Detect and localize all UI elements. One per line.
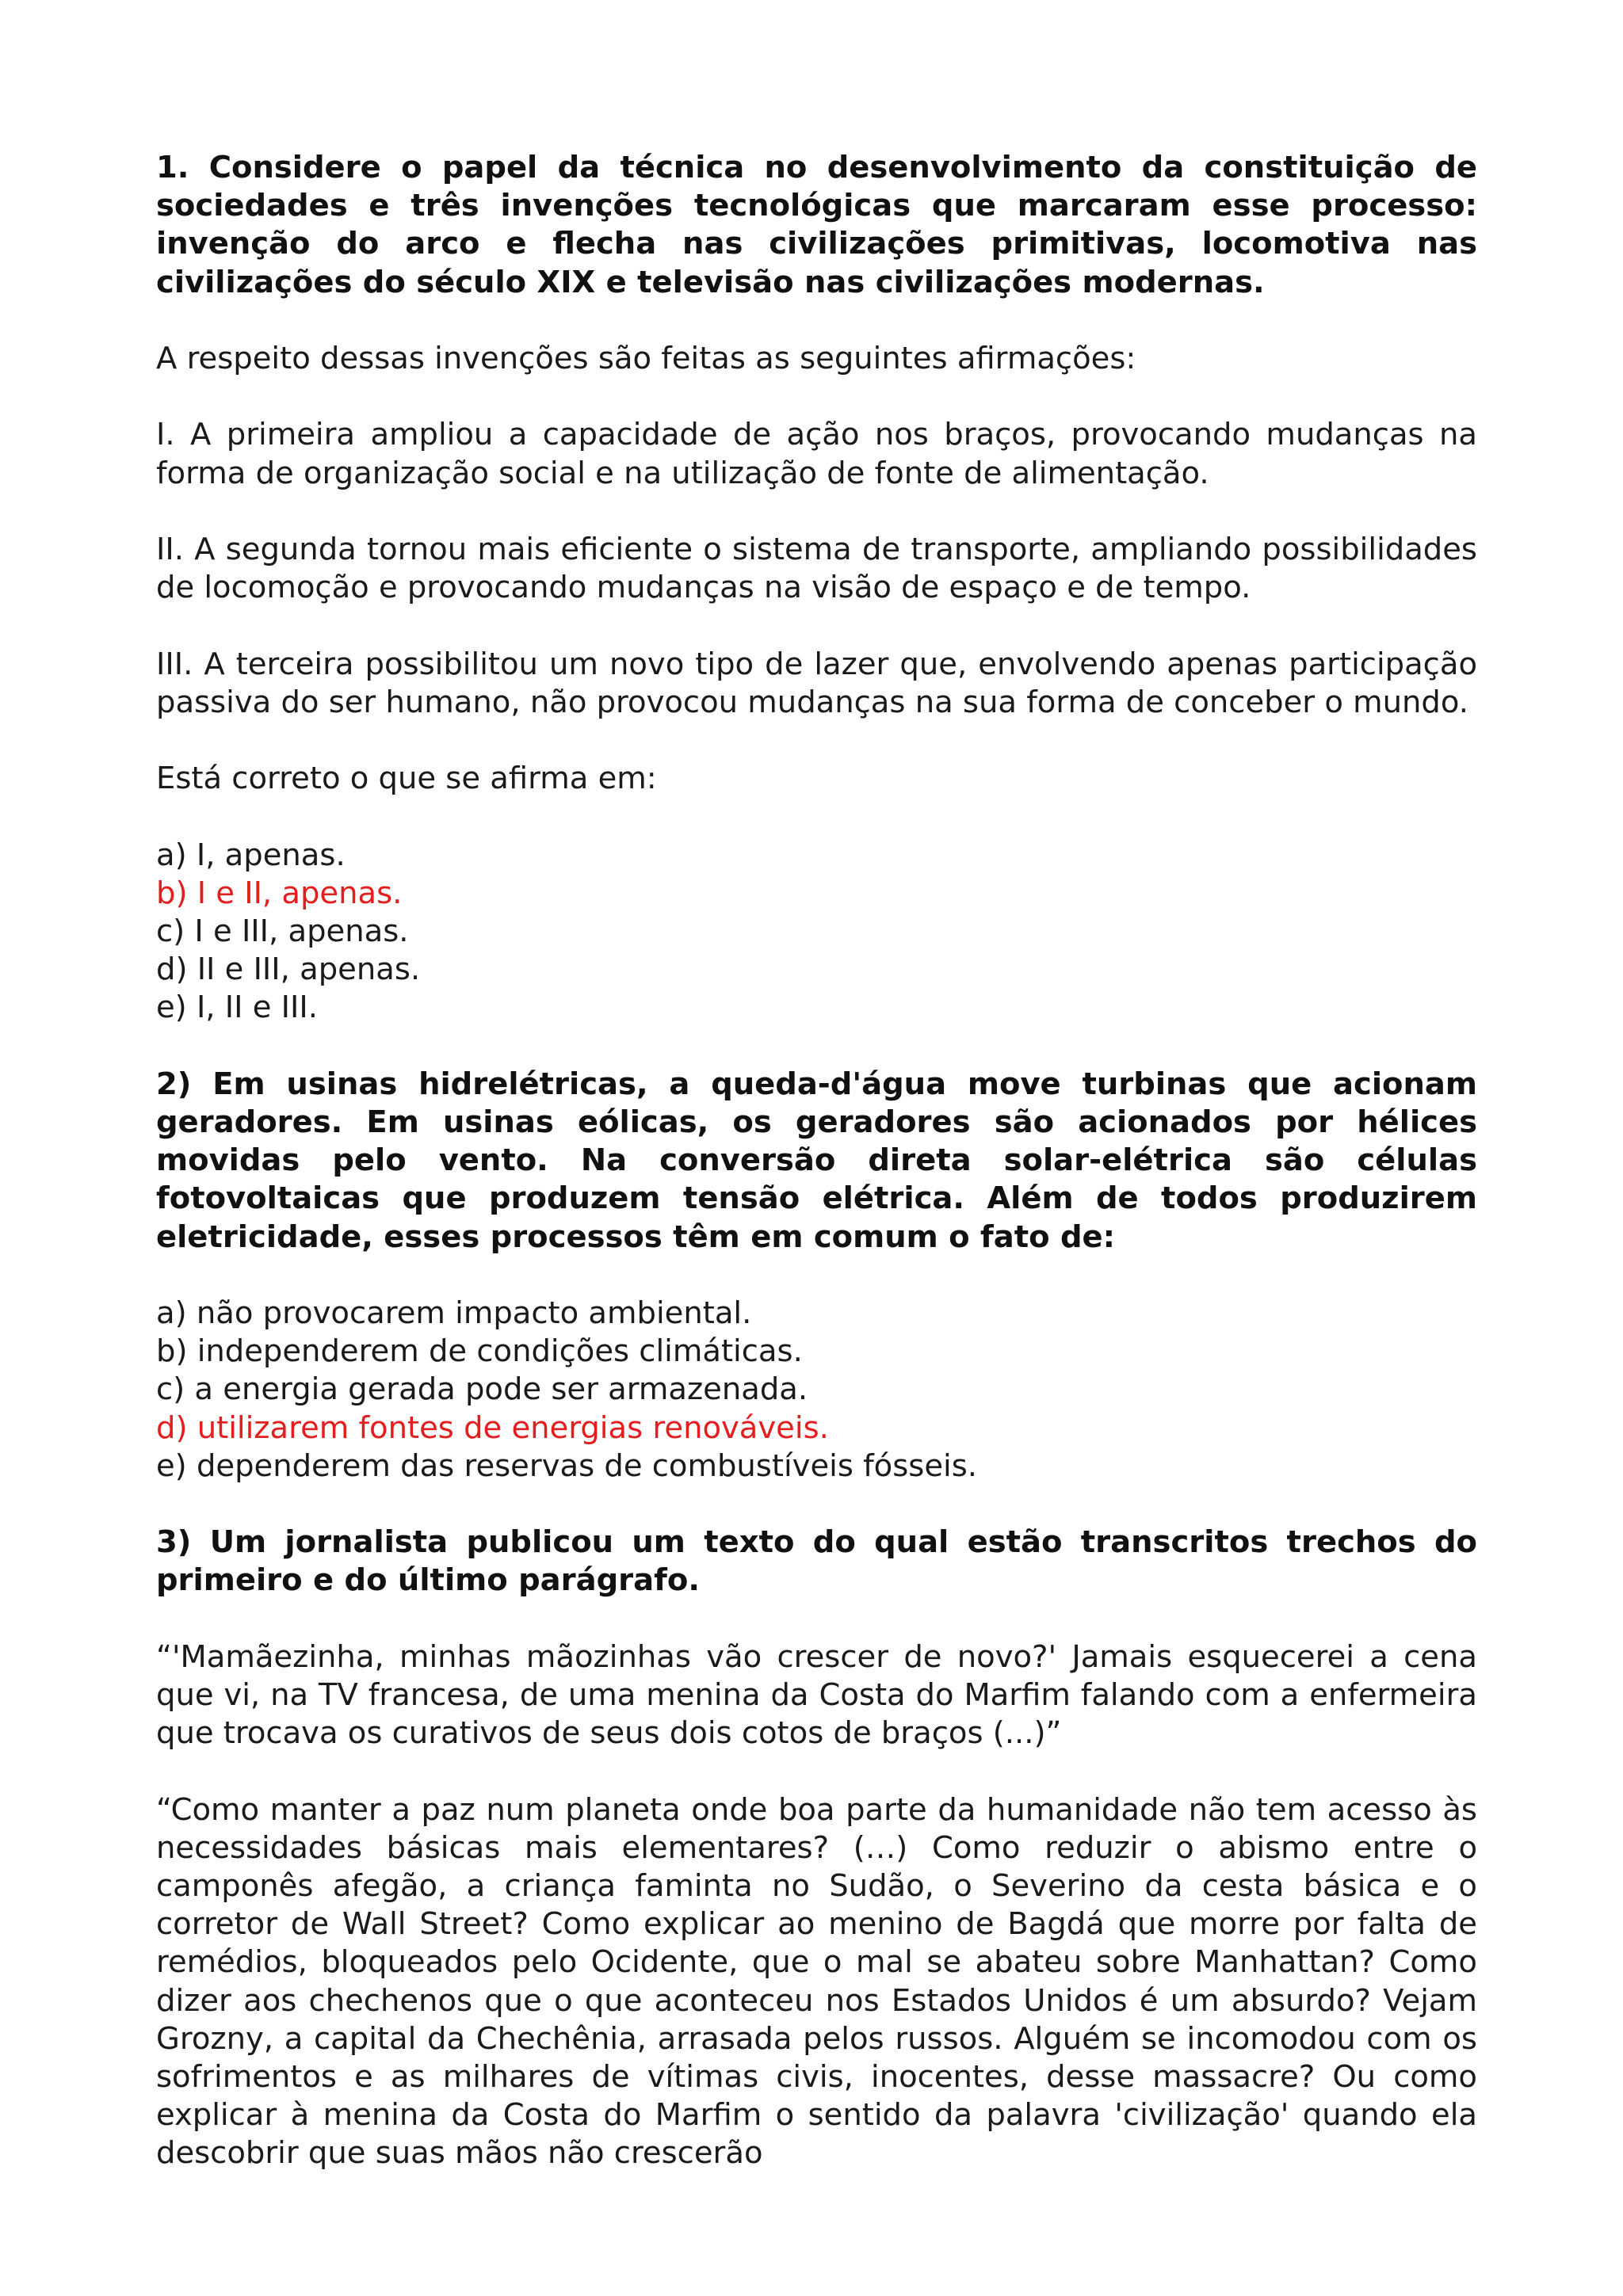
question-1-option-d: d) II e III, apenas. <box>156 952 421 988</box>
question-2-option-c: c) a energia gerada pode ser armazenada. <box>156 1371 808 1408</box>
question-2-title: 2) Em usinas hidrelétricas, a queda-d'água move turbinas que acionam geradores. Em usinas eólicas, os geradores são acionados por hélices movidas pelo vento. Na conversão direta solar-elétrica são células fotovoltaicas que produzem tensão elétrica. Além de todos produzirem eletricidade, esses processos têm em comum o fato de: <box>156 1066 1477 1255</box>
question-3-title: 3) Um jornalista publicou um texto do qual estão transcritos trechos do primeiro e do último parágrafo. <box>156 1524 1477 1599</box>
question-1-title: 1. Considere o papel da técnica no desenvolvimento da constituição de sociedades e três invenções tecnológicas que marcaram esse processo: invenção do arco e flecha nas civilizações primitivas, locomotiva nas civilizações do século XIX e televisão nas civilizações modernas. <box>156 150 1477 300</box>
question-1-statement-ii: II. A segunda tornou mais eficiente o sistema de transporte, ampliando possibilidades de locomoção e provocando mudanças na visão de espaço e de tempo. <box>156 531 1477 606</box>
question-1-option-b-correct: b) I e II, apenas. <box>156 875 403 911</box>
question-1-statement-iii: III. A terceira possibilitou um novo tipo de lazer que, envolvendo apenas participação passiva do ser humano, não provocou mudanças na sua forma de conceber o mundo. <box>156 646 1477 720</box>
question-2-option-e: e) dependerem das reservas de combustíveis fósseis. <box>156 1447 978 1484</box>
question-2-option-a: a) não provocarem impacto ambiental. <box>156 1295 752 1331</box>
question-1-option-e: e) I, II e III. <box>156 990 318 1026</box>
question-2-option-d-correct: d) utilizarem fontes de energias renováveis. <box>156 1409 829 1446</box>
question-1-statement-i: I. A primeira ampliou a capacidade de ação nos braços, provocando mudanças na forma de organização social e na utilização de fonte de alimentação. <box>156 417 1477 491</box>
question-2-option-b: b) independerem de condições climáticas. <box>156 1333 803 1370</box>
question-1-prompt: Está correto o que se afirma em: <box>156 761 657 797</box>
question-1-option-a: a) I, apenas. <box>156 837 346 873</box>
question-3-quote-first-paragraph: “'Mamãezinha, minhas mãozinhas vão crescer de novo?' Jamais esquecerei a cena que vi, na TV francesa, de uma menina da Costa do Marfim falando com a enfermeira que trocava os curativos de seus dois cotos de braços (...)” <box>156 1638 1477 1752</box>
document-page <box>156 149 1477 2211</box>
question-1-intro: A respeito dessas invenções são feitas as seguintes afirmações: <box>156 341 1136 376</box>
question-3-quote-last-paragraph: “Como manter a paz num planeta onde boa parte da humanidade não tem acesso às necessidades básicas mais elementares? (…) Como reduzir o abismo entre o camponês afegão, a criança faminta no Sudão, o Severino da cesta básica e o corretor de Wall Street? Como explicar ao menino de Bagdá que morre por falta de remédios, bloqueados pelo Ocidente, que o mal se abateu sobre Manhattan? Como dizer aos chechenos que o que aconteceu nos Estados Unidos é um absurdo? Vejam Grozny, a capital da Chechênia, arrasada pelos russos. Alguém se incomodou com os sofrimentos e as milhares de vítimas civis, inocentes, desse massacre? Ou como explicar à menina da Costa do Marfim o sentido da palavra 'civilização' quando ela descobrir que suas mãos não crescerão <box>156 1791 1477 2172</box>
question-2-options <box>156 1295 1477 1486</box>
question-1-option-c: c) I e III, apenas. <box>156 913 409 949</box>
question-1-options <box>156 837 1477 1028</box>
